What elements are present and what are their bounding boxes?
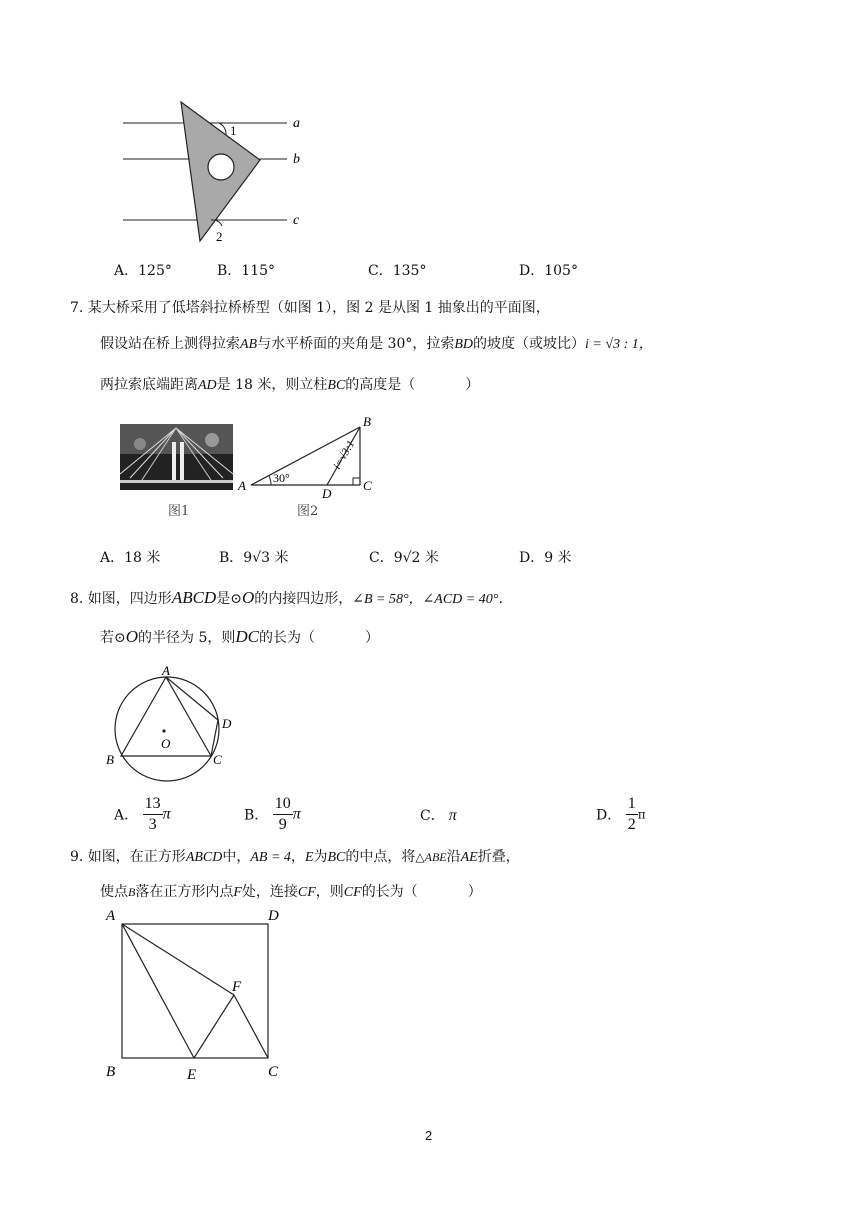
q7-caption-1: 图1 [168, 504, 190, 519]
q8-label-A: A [162, 663, 170, 678]
q7-slope: i = √3 : 1， [585, 337, 653, 352]
q8-option-a: A． $\frac{13}{3}$ π [114, 795, 171, 833]
bridge-photo-drawing [120, 424, 233, 490]
ruler-hole [208, 154, 234, 180]
q6-option-c: C．135° [368, 263, 427, 279]
q7-option-a: A．18 米 [100, 550, 161, 566]
q7-option-b: B．9√3 米 [219, 550, 289, 566]
q6-option-a: A．125° [114, 263, 172, 279]
q8-line2: 若⊙O的半径为 5，则DC的长为（ ） [100, 627, 379, 646]
q9-label-A: A [106, 908, 116, 924]
q9-label-F: F [232, 979, 242, 995]
bridge-photo [120, 424, 233, 490]
q9-line1: 9. 如图，在正方形ABCD中，AB = 4，E为BC的中点，将△ABE沿AE折叠， [70, 849, 520, 865]
q8-label-O: O [161, 736, 171, 751]
q7-line3: 两拉索底端距离AD是 18 米，则立柱BC的高度是（ ） [100, 377, 480, 393]
q9-label-E: E [187, 1067, 197, 1083]
fig2-label-D: D [322, 486, 332, 501]
q9-label-C: C [268, 1064, 279, 1080]
q9-line2: 使点B落在正方形内点F处，连接CF，则CF的长为（ ） [100, 884, 482, 900]
q6-option-b: B．115° [217, 263, 276, 279]
q9-figure [100, 904, 300, 1084]
q7-line2: 假设站在桥上测得拉索AB与水平桥面的夹角是 30°，拉索BD的坡度（或坡比）i = √3 : 1， [100, 336, 653, 352]
q7-option-c: C．9√2 米 [369, 550, 439, 566]
q8-figure [100, 662, 250, 792]
angle1-label: 1 [230, 123, 237, 138]
page-number: 2 [425, 1128, 433, 1143]
q8-option-d: D． $\frac{1}{2}$ π [596, 795, 646, 833]
q7-option-d: D．9 米 [519, 550, 572, 566]
line-c-label: c [293, 213, 300, 228]
angle2-label: 2 [216, 229, 223, 244]
fig2-angle-label: 30° [273, 471, 290, 485]
fig2-slope-label: i=√3:1 [331, 438, 358, 472]
fig2-label-B: B [363, 414, 371, 429]
q7-line1: 7. 某大桥采用了低塔斜拉桥桥型（如图 1），图 2 是从图 1 抽象出的平面图， [70, 300, 550, 316]
fig2-label-C: C [363, 478, 372, 493]
q6-option-d: D．105° [519, 263, 578, 279]
q7-caption-2: 图2 [297, 504, 319, 519]
q8-label-B: B [106, 752, 114, 767]
q9-label-D: D [268, 908, 279, 924]
line-a-label: a [293, 116, 300, 131]
q6-figure [115, 95, 315, 245]
fig2-label-A: A [238, 478, 246, 493]
line-b-label: b [293, 152, 300, 167]
q8-option-b: B． $\frac{10}{9}$ π [244, 795, 301, 833]
q9-label-B: B [106, 1064, 116, 1080]
q8-option-c: C． π [420, 807, 457, 824]
q8-line1: 8. 如图，四边形ABCD是⊙O的内接四边形，∠B = 58°，∠ACD = 40°． [70, 588, 513, 607]
q8-label-D: D [222, 716, 232, 731]
q8-label-C: C [213, 752, 222, 767]
